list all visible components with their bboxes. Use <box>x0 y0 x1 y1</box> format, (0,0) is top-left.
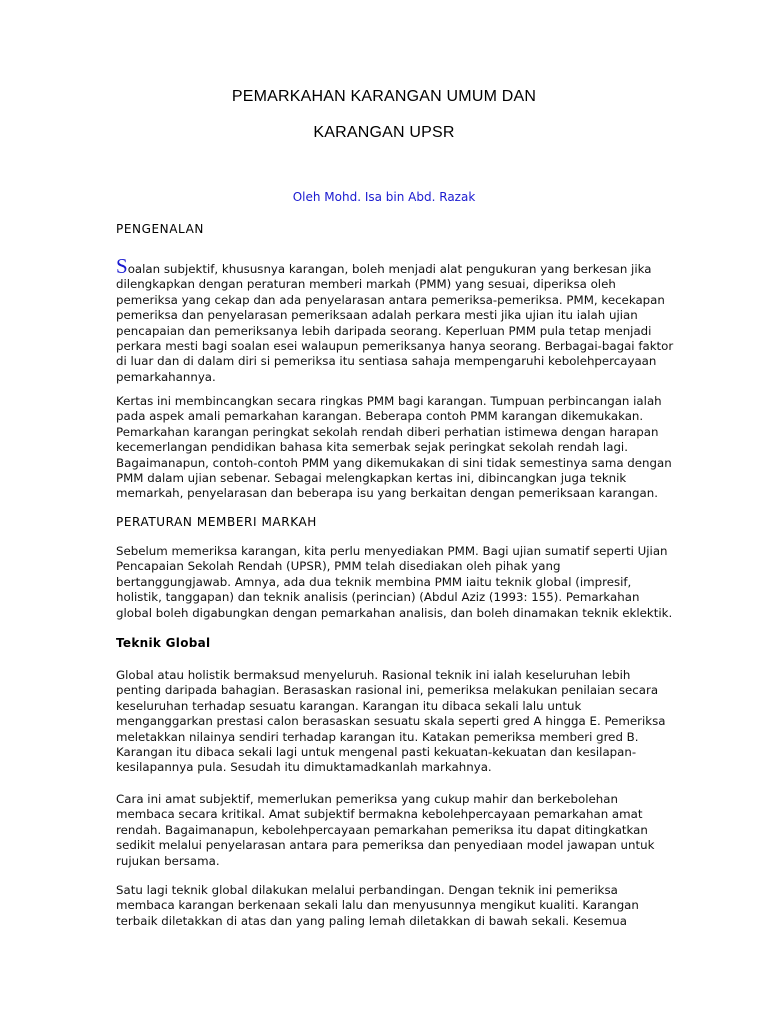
paragraph-line: penting daripada bahagian. Berasaskan rasional ini, pemeriksa melakukan penilaian secara <box>116 683 659 698</box>
paragraph-line <box>116 254 656 278</box>
section-heading-peraturan: PERATURAN MEMBERI MARKAH <box>116 515 317 529</box>
paragraph-line: rendah. Bagaimanapun, kebolehpercayaan pemarkahan pemeriksa itu dapat ditingkatkan <box>116 822 648 837</box>
paragraph-line: sedikit melalui penyelarasan antara para pemeriksa dan penyediaan model jawapan untuk <box>116 838 655 853</box>
drop-cap: S <box>116 254 128 278</box>
paragraph-line: meletakkan nilainya sendiri terhadap karangan itu. Katakan pemeriksa memberi gred B. <box>116 729 639 744</box>
paragraph-line: Kertas ini membincangkan secara ringkas PMM bagi karangan. Tumpuan perbincangan ialah <box>116 394 662 408</box>
paragraph-line: keseluruhan terhadap sesuatu karangan. Karangan itu dibaca sekali lalu untuk <box>116 698 582 713</box>
paragraph-line: terbaik diletakkan di atas dan yang paling lemah diletakkan di bawah sekali. Kesemua <box>116 913 627 928</box>
paragraph-global-1 <box>116 668 666 776</box>
paragraph-line-text: oalan subjektif, khususnya karangan, boleh menjadi alat pengukuran yang berkesan jika <box>127 262 652 276</box>
paragraph-rules-1 <box>116 544 673 621</box>
paragraph-line: pemeriksa yang cekap dan ada penyelarasan antara pemeriksa-pemeriksa. PMM, kecekapan <box>116 292 665 307</box>
paragraph-line: Pencapaian Sekolah Rendah (UPSR), PMM telah disediakan oleh pihak yang <box>116 559 561 574</box>
paragraph-global-2 <box>116 792 656 869</box>
document-title-line1: PEMARKAHAN KARANGAN UMUM DAN <box>231 88 537 105</box>
paragraph-line: holistik, tanggapan) dan teknik analisis (perincian) (Abdul Aziz (1993: 155). Pemarkahan <box>116 590 640 605</box>
paragraph-intro-1 <box>116 254 674 385</box>
paragraph-line: menganggarkan prestasi calon berasaskan sesuatu skala seperti gred A hingga E. Pemeriksa <box>116 714 666 729</box>
paragraph-line: rujukan bersama. <box>116 853 220 868</box>
paragraph-intro-2 <box>116 394 672 502</box>
paragraph-line: dilengkapkan dengan peraturan memberi markah (PMM) yang sesuai, diperiksa oleh <box>116 277 616 292</box>
paragraph-line: pemeriksa dan penyelarasan pemeriksaan adalah perkara mesti jika ujian itu ialah ujian <box>116 308 638 323</box>
paragraph-line: di luar dan di dalam diri si pemeriksa itu sentiasa sahaja mempengaruhi kebolehpercayaan <box>116 354 657 369</box>
paragraph-line: Bagaimanapun, contoh-contoh PMM yang dikemukakan di sini tidak semestinya sama dengan <box>116 455 672 470</box>
section-heading-teknik-global: Teknik Global <box>116 636 211 650</box>
paragraph-line: Pemarkahan karangan peringkat sekolah rendah diberi perhatian istimewa dengan harapan <box>116 424 659 439</box>
paragraph-line: kesilapannya pula. Sesudah itu dimuktamadkanlah markahnya. <box>116 760 492 775</box>
author-byline: Oleh Mohd. Isa bin Abd. Razak <box>292 190 476 204</box>
paragraph-line: Global atau holistik bermaksud menyeluruh. Rasional teknik ini ialah keseluruhan lebih <box>116 668 631 682</box>
paragraph-line: Cara ini amat subjektif, memerlukan pemeriksa yang cukup mahir dan berkebolehan <box>116 792 618 806</box>
paragraph-line: pemarkahannya. <box>116 369 216 384</box>
paragraph-line: membaca karangan berkenaan sekali lalu dan menyusunnya mengikut kualiti. Karangan <box>116 898 639 913</box>
document-title-line2: KARANGAN UPSR <box>313 124 455 141</box>
paragraph-line: kecemerlangan pendidikan bahasa kita semerbak sejak peringkat sekolah rendah lagi. <box>116 440 628 455</box>
paragraph-global-3 <box>116 883 656 929</box>
paragraph-line: PMM dalam ujian sebenar. Sebagai melengkapkan kertas ini, dibincangkan juga teknik <box>116 471 627 486</box>
paragraph-line: perkara mesti bagi soalan esei walaupun pemeriksanya hanya seorang. Berbagai-bagai faktor <box>116 339 674 354</box>
paragraph-line: memarkah, penyelarasan dan beberapa isu yang berkaitan dengan pemeriksaan karangan. <box>116 486 658 501</box>
paragraph-line: bertanggungjawab. Amnya, ada dua teknik membina PMM iaitu teknik global (impresif, <box>116 574 632 589</box>
paragraph-line: pada aspek amali pemarkahan karangan. Beberapa contoh PMM karangan dikemukakan. <box>116 409 644 424</box>
paragraph-line: global boleh digabungkan dengan pemarkahan analisis, dan boleh dinamakan teknik eklektik. <box>116 605 673 620</box>
section-heading-pengenalan: PENGENALAN <box>116 222 205 236</box>
paragraph-line: Satu lagi teknik global dilakukan melalui perbandingan. Dengan teknik ini pemeriksa <box>116 883 618 897</box>
paragraph-line: Karangan itu dibaca sekali lagi untuk mengenal pasti kekuatan-kekuatan dan kesilapan- <box>116 745 637 760</box>
paragraph-line: Sebelum memeriksa karangan, kita perlu menyediakan PMM. Bagi ujian sumatif seperti Ujian <box>116 544 668 558</box>
paragraph-line: pencapaian dan pemeriksanya lebih daripada seorang. Keperluan PMM pula tetap menjadi <box>116 323 652 338</box>
paragraph-line: membaca secara kritikal. Amat subjektif bermakna kebolehpercayaan pemarkahan amat <box>116 807 643 822</box>
